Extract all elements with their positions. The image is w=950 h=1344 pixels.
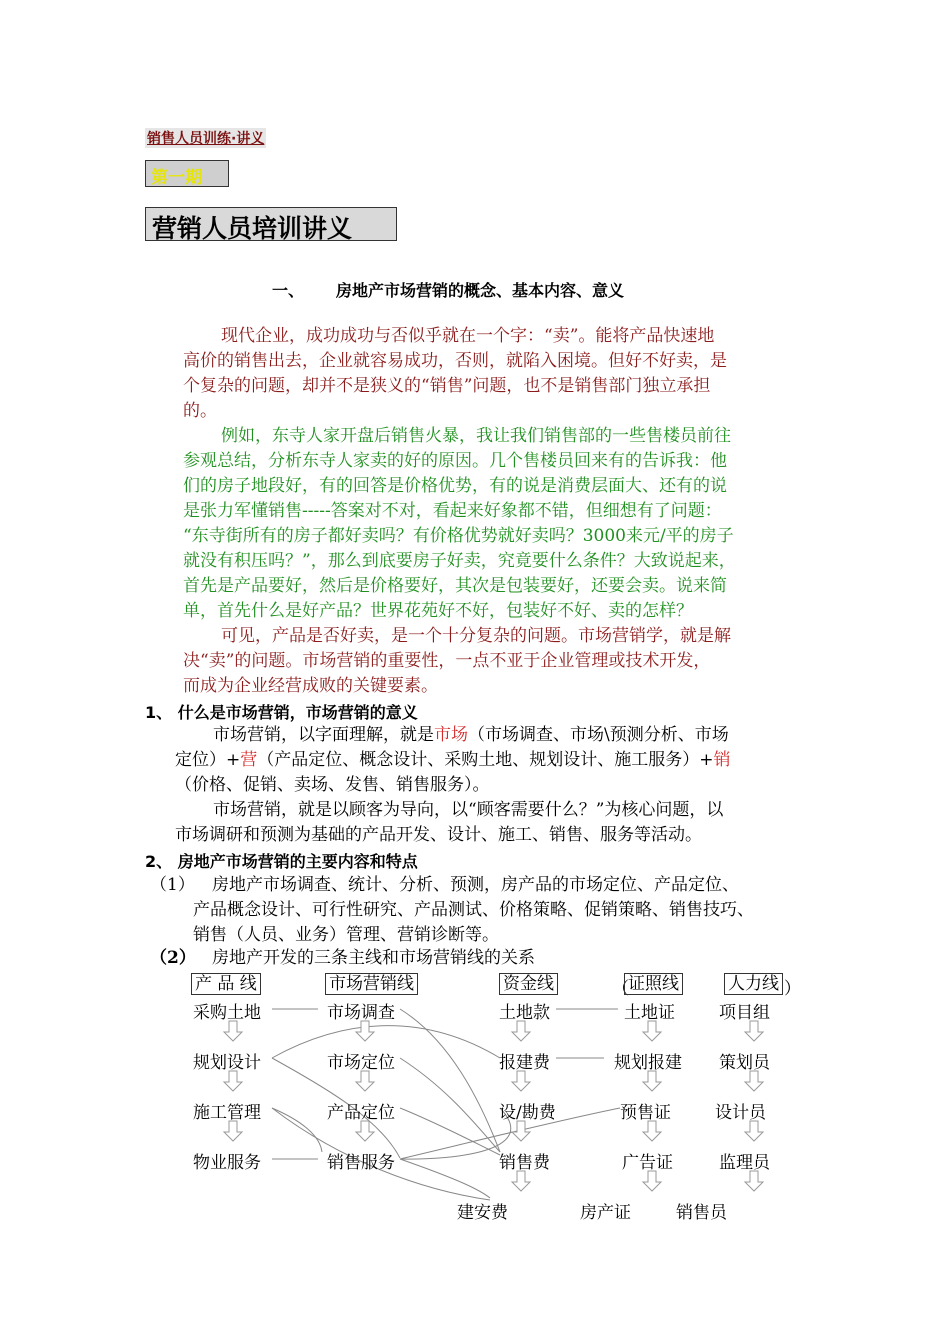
q2-item2-text: 房地产开发的三条主线和市场营销线的关系: [212, 948, 535, 968]
q2-item1-number: （1）: [150, 875, 195, 895]
example-line-4: 是张力军懂销售-----答案对不对，看起来好象都不错，但细想有了问题：: [183, 501, 722, 521]
down-arrow-icon: [224, 1121, 242, 1141]
q2-item2-number: （2）: [150, 948, 196, 968]
q1-p1-text: 市场营销，以字面理解，就是: [213, 725, 434, 745]
down-arrow-icon: [356, 1071, 374, 1091]
down-arrow-icon: [745, 1171, 763, 1191]
issue-label: 第一期: [151, 168, 202, 188]
q1-p1-text: （产品定位、概念设计、采购土地、规划设计、施工服务）+: [257, 750, 714, 770]
permit-item-4: 广告证: [622, 1153, 673, 1173]
q2-item1-line-2: 产品概念设计、可行性研究、产品测试、价格策略、促销策略、销售技巧、: [193, 900, 754, 920]
conclusion-line-2: 决“卖”的问题。市场营销的重要性，一点不亚于企业管理或技术开发，: [183, 651, 711, 671]
header-funds-line: 资金线: [499, 973, 558, 995]
down-arrow-icon: [643, 1121, 661, 1141]
intro-line-3: 个复杂的问题，却并不是狭义的“销售”问题，也不是销售部门独立承担: [183, 376, 711, 396]
q2-item1-line-3: 销售（人员、业务）管理、营销诊断等。: [193, 925, 499, 945]
marketing-item-2: 市场定位: [327, 1053, 395, 1073]
down-arrow-icon: [745, 1121, 763, 1141]
permit-item-1: 土地证: [624, 1003, 675, 1023]
highlight-operate: 营: [240, 750, 258, 770]
q1-p1-line-3: （价格、促销、卖场、发售、销售服务）。: [175, 775, 490, 795]
example-line-1: 例如，东寺人家开盘后销售火暴，我让我们销售部的一些售楼员前往: [221, 426, 731, 446]
header-marketing-line: 市场营销线: [325, 973, 418, 995]
series-label: 销售人员训练·讲义: [145, 128, 266, 148]
q1-heading: 1、 什么是市场营销，市场营销的意义: [145, 703, 418, 722]
example-line-7: 首先是产品要好，然后是价格要好，其次是包装要好，还要会卖。说来简: [183, 576, 727, 596]
q1-p1-text: 定位）+: [175, 750, 241, 770]
link-sales-buildfee: [400, 1159, 490, 1198]
product-item-1: 采购土地: [193, 1003, 261, 1023]
example-line-2: 参观总结，分析东寺人家卖的好的原因。几个售楼员回来有的告诉我：他: [183, 451, 727, 471]
permit-item-2: 规划报建: [614, 1053, 682, 1073]
hr-item-5: 销售员: [676, 1203, 727, 1223]
hr-item-4: 监理员: [719, 1153, 770, 1173]
example-line-8: 单，首先什么是好产品？世界花苑好不好，包装好不好、卖的怎样？: [183, 601, 693, 621]
down-arrow-icon: [643, 1021, 661, 1041]
down-arrow-icon: [745, 1021, 763, 1041]
funds-item-5: 建安费: [457, 1203, 508, 1223]
conclusion-line-3: 而成为企业经营成败的关键要素。: [183, 676, 438, 696]
example-line-5: “东寺街所有的房子都好卖吗？有价格优势就好卖吗？3000来元/平的房子: [183, 526, 734, 546]
example-line-6: 就没有积压吗？”，那么到底要房子好卖，究竟要什么条件？大致说起来，: [183, 551, 736, 571]
down-arrow-icon: [643, 1071, 661, 1091]
conclusion-line-1: 可见，产品是否好卖，是一个十分复杂的问题。市场营销学，就是解: [221, 626, 731, 646]
down-arrow-icon: [512, 1171, 530, 1191]
document-title: 营销人员培训讲义: [152, 214, 353, 243]
funds-item-3: 设/勘费: [499, 1103, 556, 1123]
link-construction-sales: [272, 1108, 322, 1152]
highlight-market: 市场: [434, 725, 468, 745]
section-number: 一、: [272, 281, 305, 300]
down-arrow-icon: [643, 1171, 661, 1191]
down-arrow-icon: [356, 1121, 374, 1141]
down-arrow-icon: [512, 1021, 530, 1041]
q1-p2-line-2: 市场调研和预测为基础的产品开发、设计、施工、销售、服务等活动。: [175, 825, 702, 845]
header-hr-line: 人力线: [724, 973, 783, 995]
down-arrow-icon: [512, 1121, 530, 1141]
q1-p2-line-1: 市场营销，就是以顾客为导向，以“顾客需要什么？”为核心问题，以: [213, 800, 724, 820]
permit-item-5: 房产证: [580, 1203, 631, 1223]
example-line-3: 们的房子地段好，有的回答是价格优势，有的说是消费层面大、还有的说: [183, 476, 727, 496]
permit-item-3: 预售证: [620, 1103, 671, 1123]
link-positioning-salesfee: [400, 1058, 500, 1152]
down-arrow-icon: [224, 1071, 242, 1091]
section-title: 房地产市场营销的概念、基本内容、意义: [336, 281, 625, 300]
down-arrow-icon: [512, 1071, 530, 1091]
product-item-2: 规划设计: [193, 1053, 261, 1073]
highlight-sell: 销: [713, 750, 731, 770]
marketing-item-4: 销售服务: [327, 1153, 395, 1173]
down-arrow-icon: [224, 1021, 242, 1041]
funds-item-2: 报建费: [499, 1053, 550, 1073]
hr-item-3: 设计员: [715, 1103, 766, 1123]
header-permit-line: 证照线: [624, 973, 683, 995]
product-item-4: 物业服务: [193, 1153, 261, 1173]
hr-item-1: 项目组: [719, 1003, 770, 1023]
funds-item-1: 土地款: [499, 1003, 550, 1023]
q1-p1-text: （市场调查、市场\预测分析、市场: [468, 725, 729, 745]
intro-line-2: 高价的销售出去，企业就容易成功，否则，就陷入困境。但好不好卖，是: [183, 351, 727, 371]
q2-item1-line-1: 房地产市场调查、统计、分析、预测，房产品的市场定位、产品定位、: [212, 875, 739, 895]
q2-heading: 2、 房地产市场营销的主要内容和特点: [145, 852, 418, 871]
marketing-item-1: 市场调查: [327, 1003, 395, 1023]
header-product-line: 产 品 线: [191, 973, 261, 995]
hr-item-2: 策划员: [719, 1053, 770, 1073]
down-arrow-icon: [745, 1071, 763, 1091]
funds-item-4: 销售费: [499, 1153, 550, 1173]
marketing-item-3: 产品定位: [327, 1103, 395, 1123]
product-item-3: 施工管理: [193, 1103, 261, 1123]
down-arrow-icon: [356, 1021, 374, 1041]
intro-line-1: 现代企业，成功成功与否似乎就在一个字：“卖”。能将产品快速地: [221, 326, 715, 346]
link-product-salesfee: [400, 1108, 500, 1155]
intro-line-4: 的。: [183, 401, 217, 421]
open-paren: （: [612, 979, 629, 999]
close-paren: ）: [784, 979, 801, 999]
